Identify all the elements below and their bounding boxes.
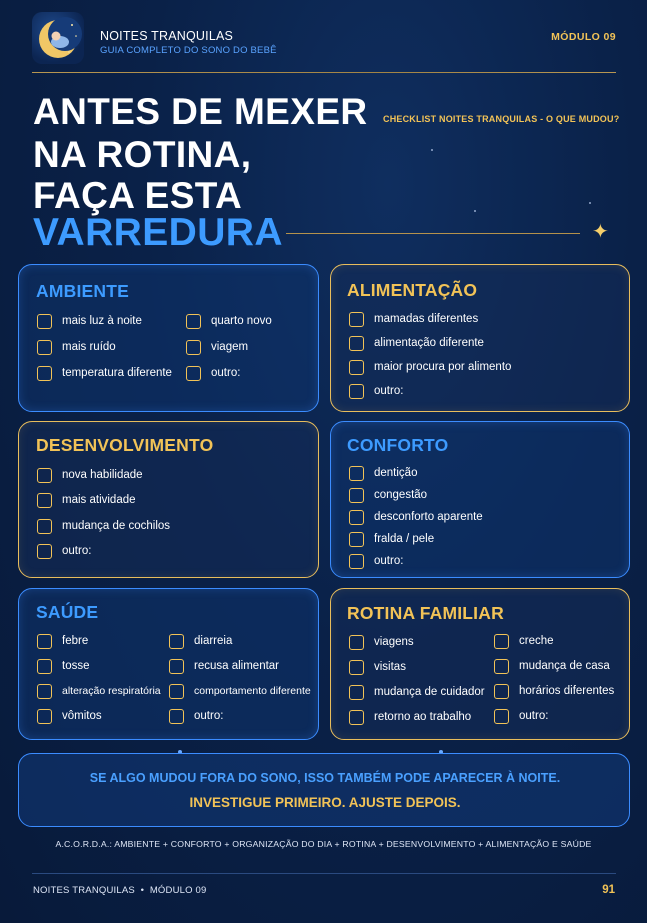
checklist-item[interactable]: [186, 313, 272, 329]
checkbox[interactable]: [37, 709, 52, 724]
card-rotina-familiar: [330, 588, 630, 740]
checkbox[interactable]: [349, 360, 364, 375]
title-line-1: ANTES DE MEXER: [33, 91, 368, 132]
star-decoration: [431, 149, 433, 151]
checklist-label: CHECKLIST NOITES TRANQUILAS - O QUE MUDOU?: [383, 114, 620, 124]
sparkle-star-icon: ✦: [592, 221, 609, 243]
checkbox[interactable]: [349, 635, 364, 650]
card-title: CONFORTO: [347, 435, 449, 455]
checkbox[interactable]: [169, 659, 184, 674]
checklist-item[interactable]: [37, 518, 170, 534]
checkbox[interactable]: [37, 468, 52, 483]
title-line-2: NA ROTINA,: [33, 134, 252, 175]
item-label: recusa alimentar: [194, 660, 280, 672]
checklist-item[interactable]: [494, 708, 548, 724]
checkbox[interactable]: [494, 659, 509, 674]
checkbox[interactable]: [37, 519, 52, 534]
item-label: mudança de casa: [519, 660, 610, 672]
item-label: mudança de cochilos: [62, 520, 171, 532]
title-line-4: VARREDURA: [33, 211, 283, 254]
checklist-item[interactable]: [349, 465, 417, 481]
item-label: febre: [62, 635, 89, 647]
card-title: ROTINA FAMILIAR: [347, 603, 504, 623]
callout-line-2: INVESTIGUE PRIMEIRO. AJUSTE DEPOIS.: [189, 795, 461, 810]
checklist-item[interactable]: [349, 487, 427, 503]
brand-name: NOITES TRANQUILAS: [100, 29, 234, 43]
title-line-3: FAÇA ESTA: [33, 175, 243, 216]
checkbox[interactable]: [349, 710, 364, 725]
checklist-item[interactable]: [37, 708, 102, 724]
checklist-item[interactable]: [494, 683, 614, 699]
card-ambiente: [18, 264, 319, 412]
item-label: viagens: [374, 636, 414, 648]
footer-label: NOITES TRANQUILAS • MÓDULO 09: [33, 885, 207, 896]
item-label: alteração respiratória: [62, 685, 161, 697]
checklist-item[interactable]: [169, 708, 223, 724]
item-label: mamadas diferentes: [374, 313, 479, 325]
checkbox[interactable]: [349, 660, 364, 675]
checklist-item[interactable]: [37, 365, 172, 381]
card-title: AMBIENTE: [36, 281, 129, 301]
checklist-item[interactable]: [37, 339, 116, 355]
checklist-item[interactable]: [349, 659, 406, 675]
checklist-item[interactable]: [37, 492, 136, 508]
checkbox[interactable]: [37, 684, 52, 699]
item-label: horários diferentes: [519, 685, 615, 697]
checkbox[interactable]: [494, 634, 509, 649]
item-label: outro:: [211, 367, 241, 379]
item-label: comportamento diferente: [194, 685, 311, 697]
checkbox[interactable]: [349, 466, 364, 481]
footer-divider: [32, 873, 616, 874]
item-label: retorno ao trabalho: [374, 711, 472, 723]
item-label: diarreia: [194, 635, 233, 647]
checklist-item[interactable]: [349, 335, 484, 351]
item-label: outro:: [519, 710, 549, 722]
checklist-item[interactable]: [349, 684, 485, 700]
callout-box: [18, 753, 630, 827]
item-label: mais luz à noite: [62, 315, 142, 327]
checklist-item[interactable]: [37, 633, 88, 649]
card-saude: [18, 588, 319, 740]
item-label: dentição: [374, 467, 418, 479]
item-label: quarto novo: [211, 315, 272, 327]
checkbox[interactable]: [186, 340, 201, 355]
checklist-item[interactable]: [186, 339, 248, 355]
checklist-item[interactable]: [37, 467, 143, 483]
checkbox[interactable]: [349, 336, 364, 351]
card-desenvolvimento: [18, 421, 319, 578]
checklist-item[interactable]: [37, 658, 90, 674]
checklist-item[interactable]: [494, 633, 554, 649]
checkbox[interactable]: [37, 366, 52, 381]
item-label: tosse: [62, 660, 90, 672]
item-label: alimentação diferente: [374, 337, 484, 349]
title-divider: [286, 233, 580, 234]
checkbox[interactable]: [169, 709, 184, 724]
checkbox[interactable]: [349, 554, 364, 569]
item-label: outro:: [194, 710, 224, 722]
star-decoration: [589, 202, 591, 204]
card-title: DESENVOLVIMENTO: [36, 435, 214, 455]
checklist-item[interactable]: [37, 313, 142, 329]
item-label: outro:: [62, 545, 92, 557]
item-label: viagem: [211, 341, 249, 353]
callout-line-1: SE ALGO MUDOU FORA DO SONO, ISSO TAMBÉM PODE APARECER À NOITE.: [89, 771, 561, 785]
checklist-item[interactable]: [349, 509, 483, 525]
card-title: SAÚDE: [36, 602, 99, 622]
acronym-legend: A.C.O.R.D.A.: AMBIENTE + CONFORTO + ORGANIZAÇÃO DO DIA + ROTINA + DESENVOLVIMENTO + ALIMENTAÇÃO E SAÚDE: [55, 839, 592, 849]
item-label: outro:: [374, 555, 404, 567]
checkbox[interactable]: [186, 314, 201, 329]
checklist-item[interactable]: [349, 709, 471, 725]
item-label: maior procura por alimento: [374, 361, 512, 373]
star-decoration: [474, 210, 476, 212]
header-divider: [32, 72, 616, 73]
item-label: vômitos: [62, 710, 102, 722]
checklist-item[interactable]: [186, 365, 240, 381]
checklist-item[interactable]: [349, 553, 403, 569]
checklist-item[interactable]: [349, 359, 511, 375]
item-label: creche: [519, 635, 554, 647]
module-label: MÓDULO 09: [551, 31, 616, 43]
checklist-item[interactable]: [37, 543, 91, 559]
item-label: congestão: [374, 489, 428, 501]
checklist-item[interactable]: [169, 658, 279, 674]
moon-baby-logo-icon: [32, 12, 84, 64]
item-label: mais ruído: [62, 341, 116, 353]
item-label: mudança de cuidador: [374, 686, 485, 698]
item-label: fralda / pele: [374, 533, 435, 545]
item-label: mais atividade: [62, 494, 136, 506]
checklist-item[interactable]: [349, 531, 434, 547]
card-alimentacao: [330, 264, 630, 412]
checklist-item[interactable]: [349, 634, 414, 650]
brand-subtitle: GUIA COMPLETO DO SONO DO BEBÊ: [100, 45, 277, 56]
checklist-item[interactable]: [349, 383, 403, 399]
checkbox[interactable]: [186, 366, 201, 381]
checkbox[interactable]: [349, 312, 364, 327]
checklist-item[interactable]: [37, 683, 161, 699]
checkbox[interactable]: [169, 684, 184, 699]
checkbox[interactable]: [494, 709, 509, 724]
checkbox[interactable]: [37, 659, 52, 674]
item-label: temperatura diferente: [62, 367, 172, 379]
checkbox[interactable]: [349, 532, 364, 547]
checkbox[interactable]: [37, 314, 52, 329]
card-conforto: [330, 421, 630, 578]
checklist-item[interactable]: [169, 683, 311, 699]
checkbox[interactable]: [37, 634, 52, 649]
checkbox[interactable]: [37, 340, 52, 355]
checkbox[interactable]: [169, 634, 184, 649]
page-number: 91: [602, 884, 615, 896]
item-label: outro:: [374, 385, 404, 397]
checkbox[interactable]: [37, 493, 52, 508]
item-label: nova habilidade: [62, 469, 143, 481]
checklist-item[interactable]: [349, 311, 478, 327]
item-label: visitas: [374, 661, 406, 673]
checkbox[interactable]: [349, 384, 364, 399]
checklist-item[interactable]: [494, 658, 610, 674]
checkbox[interactable]: [349, 685, 364, 700]
checkbox[interactable]: [37, 544, 52, 559]
checkbox[interactable]: [349, 488, 364, 503]
item-label: desconforto aparente: [374, 511, 483, 523]
checklist-item[interactable]: [169, 633, 232, 649]
checkbox[interactable]: [494, 684, 509, 699]
checkbox[interactable]: [349, 510, 364, 525]
card-title: ALIMENTAÇÃO: [347, 280, 478, 300]
